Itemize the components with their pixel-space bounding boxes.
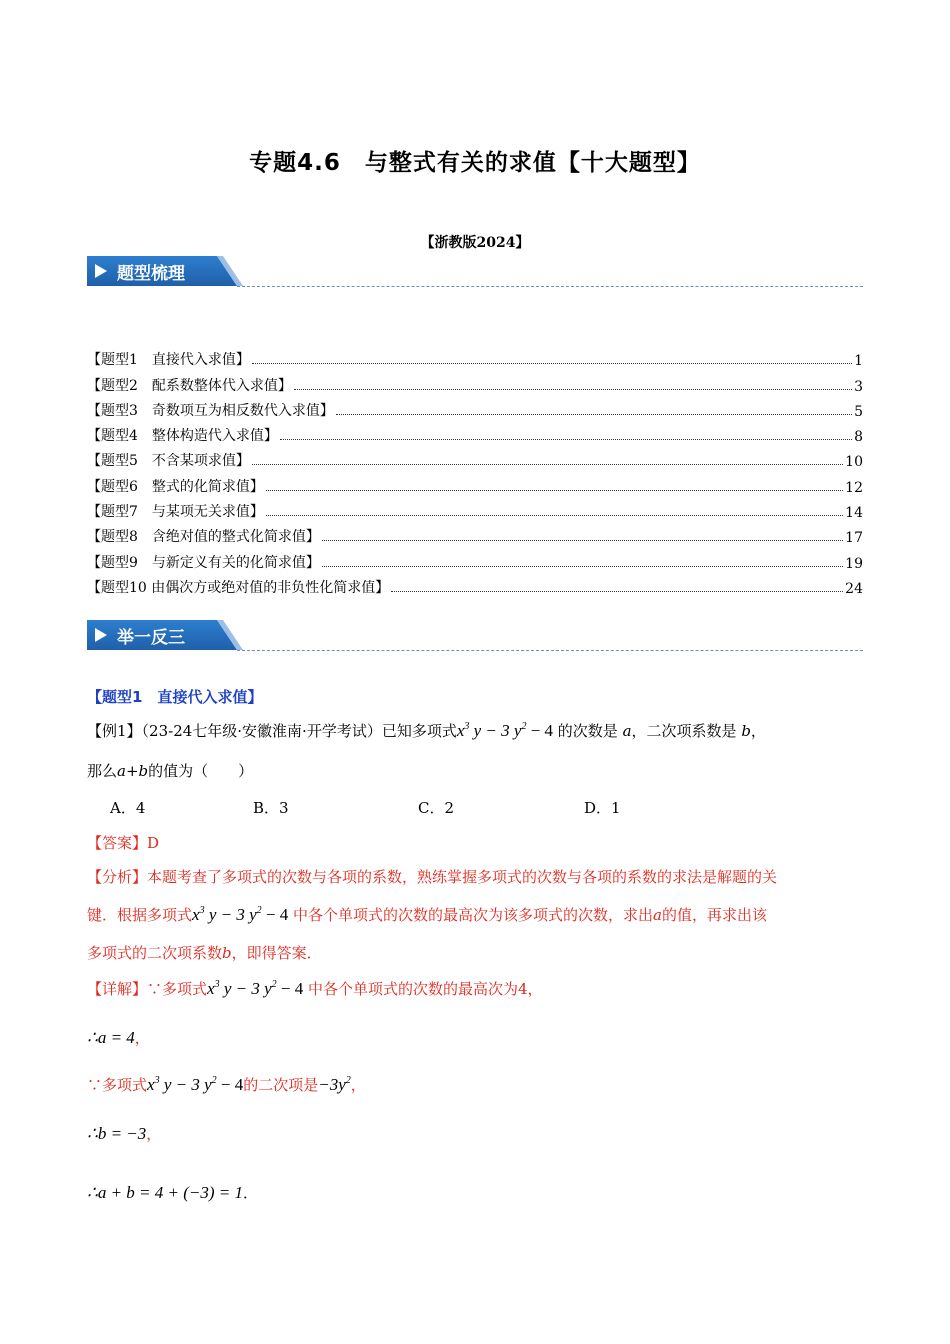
section-title: 【题型1 直接代入求值】 (87, 688, 263, 706)
step-quadratic-term: ∵多项式$x^3$ y − 3 $y^2 - 4$的二次项是$-3y^2$， (87, 1075, 366, 1094)
example-question: 【例1】（23-24七年级·安徽淮南·开学考试）已知多项式$x^3$ y − 3 $y^2 - 4$ 的次数是 a，二次项系数是 b， (87, 721, 766, 740)
toc-entry-label: 【题型3 奇数项互为相反数代入求值】 (87, 402, 334, 419)
toc-entry-page: 10 (845, 454, 863, 471)
toc-entry-label: 【题型7 与某项无关求值】 (87, 504, 264, 521)
table-of-contents (87, 344, 863, 597)
toc-entry-page: 19 (845, 555, 863, 572)
toc-entry-label: 【题型6 整式的化简求值】 (87, 478, 264, 495)
toc-leader-dots (280, 438, 852, 440)
step-a-value: ∴a = 4， (87, 1028, 150, 1047)
toc-leader-dots (266, 514, 843, 516)
toc-entry-page: 1 (854, 353, 863, 370)
toc-entry-label: 【题型10 由偶次方或绝对值的非负性化简求值】 (87, 579, 390, 596)
page-title: 专题4.6 与整式有关的求值【十大题型】 (249, 150, 701, 176)
toc-entry-label: 【题型4 整体构造代入求值】 (87, 428, 278, 445)
toc-entry-page: 24 (845, 580, 863, 597)
play-arrow-icon (95, 264, 107, 278)
option-b: B．3 (253, 799, 289, 817)
toc-entry[interactable] (87, 572, 863, 597)
example-question-line2: 那么a+b的值为（ ） (87, 762, 254, 780)
toc-entry-page: 17 (845, 530, 863, 547)
polynomial-expression: $x^3$ y − 3 $y^2 - 4$ (456, 721, 554, 740)
toc-entry[interactable] (87, 470, 863, 495)
dashed-divider (237, 286, 863, 287)
toc-leader-dots (391, 590, 843, 592)
analysis-line2: 键．根据多项式$x^3$ y − 3 $y^2 - 4$ 中各个单项式的次数的最高次为该多项式的次数，求出a的值，再求出该 (87, 905, 767, 924)
toc-entry[interactable] (87, 445, 863, 470)
step-final: ∴a + b = 4 + (−3) = 1． (87, 1183, 259, 1202)
toc-entry-label: 【题型8 含绝对值的整式化简求值】 (87, 529, 320, 546)
banner-practice (87, 620, 863, 652)
toc-entry[interactable] (87, 344, 863, 369)
toc-entry-label: 【题型9 与新定义有关的化简求值】 (87, 554, 320, 571)
toc-leader-dots (252, 463, 843, 465)
toc-entry[interactable] (87, 546, 863, 571)
toc-leader-dots (322, 565, 843, 567)
option-d: D．1 (584, 799, 621, 817)
analysis-line3: 多项式的二次项系数b，即得答案． (87, 944, 322, 962)
detail-line1: 【详解】∵多项式$x^3$ y − 3 $y^2 - 4$ 中各个单项式的次数的最高次为4， (87, 979, 543, 998)
toc-entry-label: 【题型2 配系数整体代入求值】 (87, 377, 292, 394)
toc-entry[interactable] (87, 369, 863, 394)
toc-leader-dots (294, 388, 852, 390)
toc-leader-dots (336, 413, 852, 415)
dashed-divider (237, 650, 863, 651)
toc-entry-page: 12 (845, 479, 863, 496)
toc-entry-page: 3 (854, 378, 863, 395)
play-arrow-icon (95, 628, 107, 642)
toc-entry[interactable] (87, 395, 863, 420)
banner-label: 题型梳理 (117, 264, 185, 284)
edition-label: 【浙教版2024】 (420, 235, 530, 251)
toc-entry-page: 8 (854, 429, 863, 446)
toc-entry-page: 5 (854, 403, 863, 420)
toc-entry-label: 【题型1 直接代入求值】 (87, 352, 250, 369)
polynomial-expression: $x^3$ y − 3 $y^2 - 4$ (207, 979, 304, 998)
toc-leader-dots (322, 539, 843, 541)
toc-leader-dots (266, 489, 843, 491)
toc-entry-page: 14 (845, 505, 863, 522)
toc-entry[interactable] (87, 420, 863, 445)
banner-outline (87, 256, 863, 288)
polynomial-expression: $x^3$ y − 3 $y^2 - 4$ (147, 1075, 244, 1094)
option-a: A．4 (110, 799, 146, 817)
toc-leader-dots (252, 362, 852, 364)
option-c: C．2 (418, 799, 455, 817)
toc-entry[interactable] (87, 496, 863, 521)
banner-label: 举一反三 (117, 628, 185, 648)
step-b-value: ∴b = −3， (87, 1124, 162, 1143)
analysis-line1: 【分析】本题考查了多项式的次数与各项的系数，熟练掌握多项式的次数与各项的系数的求法是解题的关 (87, 868, 778, 886)
answer: 【答案】D (87, 834, 160, 852)
toc-entry-label: 【题型5 不含某项求值】 (87, 453, 250, 470)
polynomial-expression: $x^3$ y − 3 $y^2 - 4$ (192, 905, 289, 924)
toc-entry[interactable] (87, 521, 863, 546)
